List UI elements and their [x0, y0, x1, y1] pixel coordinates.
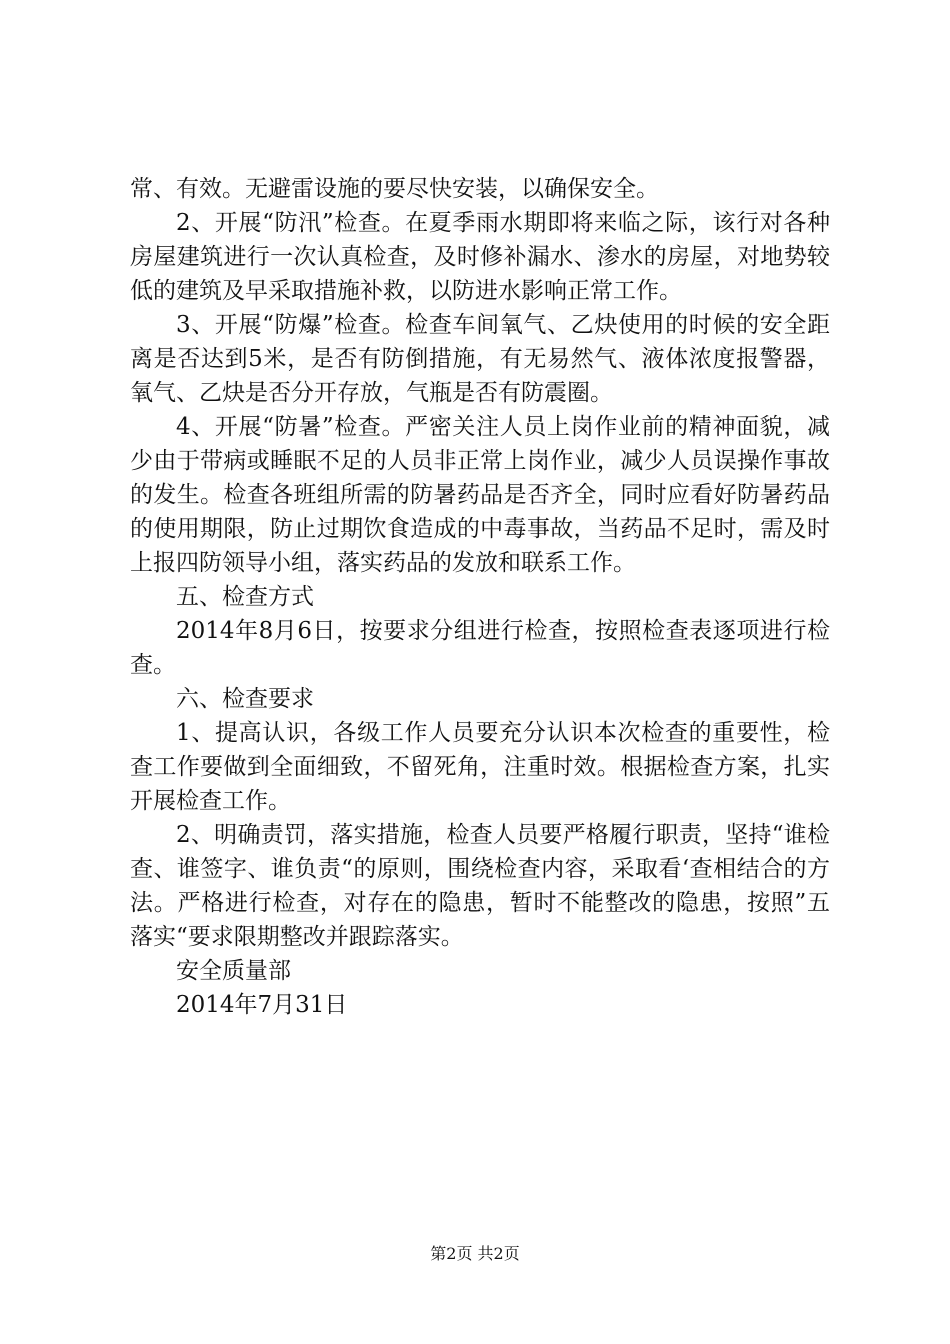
paragraph-2: 2、开展“防汛”检查。在夏季雨水期即将来临之际，该行对各种房屋建筑进行一次认真检查，及时修补漏水、渗水的房屋，对地势较低的建筑及早采取措施补救，以防进水影响正常工作。 — [130, 210, 830, 304]
paragraph-1: 常、有效。无避雷设施的要尽快安装，以确保安全。 — [130, 176, 659, 202]
document-body — [130, 172, 830, 1022]
section-heading-inspection-requirements: 六、检查要求 — [176, 686, 314, 712]
page-footer — [0, 1244, 950, 1264]
signature-department: 安全质量部 — [176, 958, 291, 984]
paragraph-3: 3、开展“防爆”检查。检查车间氧气、乙炔使用的时候的安全距离是否达到5米，是否有防倒措施，有无易然气、液体浓度报警器，氧气、乙炔是否分开存放，气瓶是否有防震圈。 — [130, 312, 830, 406]
signature-date: 2014年7月31日 — [176, 992, 348, 1018]
paragraph-inspection-date: 2014年8月6日，按要求分组进行检查，按照检查表逐项进行检查。 — [130, 618, 830, 678]
page-number: 第2页 共2页 — [430, 1244, 520, 1263]
paragraph-requirement-2: 2、明确责罚，落实措施，检查人员要严格履行职责，坚持“谁检查、谁签字、谁负责“的原则，围绕检查内容，采取看‘查相结合的方法。严格进行检查，对存在的隐患，暂时不能整改的隐患，按照”五落实“要求限期整改并跟踪落实。 — [130, 822, 830, 950]
paragraph-4: 4、开展“防暑”检查。严密关注人员上岗作业前的精神面貌，减少由于带病或睡眠不足的人员非正常上岗作业，减少人员误操作事故的发生。检查各班组所需的防暑药品是否齐全，同时应看好防暑药品的使用期限，防止过期饮食造成的中毒事故，当药品不足时，需及时上报四防领导小组，落实药品的发放和联系工作。 — [130, 414, 830, 576]
section-heading-inspection-method: 五、检查方式 — [176, 584, 314, 610]
paragraph-requirement-1: 1、提高认识，各级工作人员要充分认识本次检查的重要性，检查工作要做到全面细致，不留死角，注重时效。根据检查方案，扎实开展检查工作。 — [130, 720, 830, 814]
